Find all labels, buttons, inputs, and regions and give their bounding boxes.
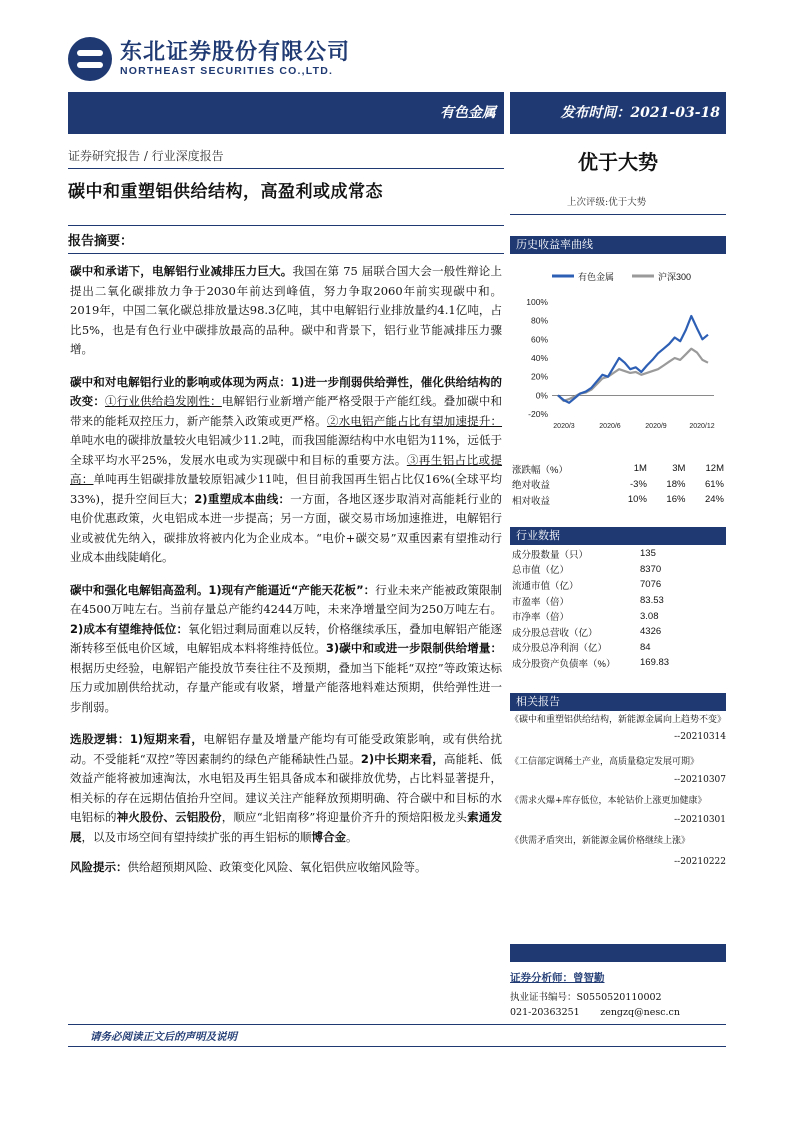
paragraph-lead: 2)成本有望维持低位：	[70, 621, 189, 636]
table-cell: 市盈率（倍）	[512, 596, 570, 608]
point-2-label: ②水电铝产能占比有望加速提升：	[326, 413, 503, 428]
table-cell: 135	[640, 548, 656, 560]
related-reports-list	[510, 713, 726, 870]
analyst-block	[510, 970, 726, 1018]
table-cell: 总市值（亿）	[512, 565, 570, 577]
x-tick-label: 2020/9	[645, 423, 667, 430]
table-cell: -3%	[630, 478, 647, 490]
summary-paragraph-1	[70, 262, 502, 360]
table-cell: 成分股总营收（亿）	[512, 627, 598, 639]
industry-label: 有色金属	[440, 105, 496, 121]
divider	[68, 253, 504, 254]
analyst-contact	[510, 1007, 680, 1018]
table-header-row	[510, 461, 726, 477]
paragraph-lead: 碳中和强化电解铝高盈利。1)现有产能逼近“产能天花板”：	[70, 582, 376, 597]
table-row	[510, 624, 726, 640]
report-title[interactable]: 《需求火爆+库存低位，本轮钴价上涨更加健康》	[510, 796, 707, 806]
date-bar	[510, 92, 726, 134]
paragraph-lead: 碳中和承诺下，电解铝行业减排压力巨大。	[70, 264, 293, 278]
table-cell: 3.08	[640, 610, 659, 622]
y-tick-label: 100%	[526, 297, 548, 307]
table-row	[510, 492, 726, 508]
divider	[510, 214, 726, 215]
table-row	[510, 640, 726, 656]
table-cell: 绝对收益	[512, 480, 551, 492]
report-date: --20210301	[674, 815, 726, 825]
paragraph-lead: 2)重塑成本曲线：	[194, 491, 291, 506]
legend-label: 有色金属	[578, 272, 615, 282]
y-tick-label: 40%	[530, 353, 548, 363]
table-row	[510, 608, 726, 624]
footer-rule	[68, 1024, 726, 1025]
table-cell: 流通市值（亿）	[512, 580, 579, 592]
y-tick-label: 60%	[530, 334, 548, 345]
paragraph-text: 我国在第 75 届联合国大会一般性辩论上提出二氧化碳排放力争于2030年前达到峰值，努力争取2060年前实现碳中和。2019年，中国二氧化碳总排放量达98.3亿吨，其中电解铝行业排放量约4.1亿吨，占比5%，也是有色行业中碳排放最高的品种。碳中和背景下，铝行业节能减排压力骤增。	[70, 264, 502, 356]
table-header-cell: 12M	[705, 463, 724, 475]
y-tick-label: 0%	[535, 390, 548, 401]
footer-disclaimer: 请务必阅读正文后的声明及说明	[90, 1031, 237, 1043]
report-date: --20210307	[674, 775, 726, 785]
analyst-email[interactable]: zengzq@nesc.cn	[600, 1007, 680, 1018]
stock-names: 博合金	[311, 829, 346, 844]
analyst-name: 证券分析师：曾智勤	[510, 972, 605, 984]
series-line-有色金属	[558, 316, 708, 403]
table-header-cell: 1M	[633, 463, 647, 475]
paragraph-text: ，以及市场空间有望持续扩张的再生铝标的顺	[81, 829, 312, 844]
stock-names: 神火股份、云铝股份	[116, 810, 222, 824]
summary-paragraph-4	[70, 730, 502, 847]
summary-heading: 报告摘要：	[68, 234, 134, 249]
industry-data-table	[510, 546, 726, 671]
summary-paragraph-2	[70, 373, 502, 568]
table-row	[510, 577, 726, 593]
publish-date: 发布时间：2021-03-18	[560, 105, 720, 121]
table-cell: 10%	[627, 494, 647, 506]
company-logo	[68, 36, 350, 82]
paragraph-lead: 2)中长期来看，	[360, 751, 445, 766]
table-row	[510, 477, 726, 493]
table-row	[510, 593, 726, 609]
report-date: --20210314	[674, 732, 726, 742]
logo-icon	[68, 37, 112, 81]
paragraph-text: 根据历史经验，电解铝产能投放节奏往往不及预期，叠加当下能耗“双控”等政策达标压力或加剧供给扰动，存量产能或有收紧，增量产能落地料难达预期，供给弹性进一步削弱。	[70, 660, 502, 714]
industry-data-heading: 行业数据	[510, 527, 726, 545]
industry-bar	[68, 92, 504, 134]
paragraph-text: 氧化铝过剩局面难以反转，价格继续承压，叠加电解铝产能逐渐转移至低电价区域，电解铝成本料将维持低位。	[70, 621, 502, 655]
report-date: --20210222	[674, 857, 726, 867]
divider	[68, 225, 504, 226]
x-tick-label: 2020/6	[599, 423, 621, 430]
table-cell: 成分股资产负债率（%）	[512, 658, 616, 670]
table-cell: 24%	[704, 494, 724, 506]
performance-table	[510, 461, 726, 508]
table-cell: 16%	[666, 494, 686, 506]
paragraph-text: 单吨水电的碳排放量较火电铝减少11.2吨，而我国能源结构中水电铝为11%，远低于全球平均水平25%，发展水电或为实现碳中和目标的重要方法。	[70, 433, 502, 467]
risk-text: 供给超预期风险、政策变化风险、氧化铝供应收缩风险等。	[127, 860, 427, 874]
y-tick-label: 80%	[530, 315, 548, 326]
paragraph-text: 。	[346, 829, 358, 844]
table-cell: 83.53	[640, 595, 664, 607]
footer-rule	[68, 1046, 726, 1047]
chart-heading: 历史收益率曲线	[510, 236, 726, 254]
table-cell: 7076	[640, 579, 662, 591]
stock-names: 索通发展	[70, 810, 503, 844]
table-cell: 相对收益	[512, 495, 551, 507]
table-cell: 4326	[640, 626, 662, 638]
paragraph-text: 电解铝行业新增产能严格受限于产能红线。叠加碳中和带来的能耗双控压力，新产能禁入政策或更严格。	[70, 394, 503, 428]
paragraph-lead: 碳中和对电解铝行业的影响或体现为两点：1)进一步削弱供给弹性，催化供给结构的改变：	[70, 374, 502, 408]
last-rating: 上次评级:优于大势	[567, 197, 647, 208]
table-row	[510, 546, 726, 562]
company-name-cn: 东北证券股份有限公司	[120, 40, 351, 65]
rating: 优于大势	[578, 150, 658, 174]
paragraph-text: 行业未来产能被政策限制在4500万吨左右。当前存量总产能约4244万吨，未来净增量空间为250万吨左右。	[70, 582, 503, 616]
table-cell: 18%	[666, 478, 686, 490]
breadcrumb: 证券研究报告 / 行业深度报告	[68, 149, 224, 163]
table-cell: 169.83	[640, 657, 670, 669]
page-title: 碳中和重塑铝供给结构，高盈利或成常态	[68, 182, 383, 202]
legend-label: 沪深300	[658, 272, 692, 282]
summary-paragraph-3	[70, 581, 502, 718]
return-chart	[510, 262, 726, 434]
divider	[68, 168, 504, 169]
x-tick-label: 2020/12	[689, 423, 715, 430]
summary-body	[70, 262, 502, 878]
analyst-phone: 021-20363251	[510, 1007, 580, 1018]
paragraph-lead: 3)碳中和或进一步限制供给增量：	[325, 641, 502, 655]
table-cell: 市净率（倍）	[512, 612, 570, 624]
point-3-label: ③再生铝占比或提高：	[70, 452, 503, 486]
table-cell: 成分股数量（只）	[512, 549, 589, 561]
paragraph-text: 电解铝存量及增量产能均有可能受政策影响，或有供给扰动。不受能耗“双控”等因素制约的绿色产能稀缺性凸显。	[70, 732, 502, 766]
table-cell: 成分股总净利润（亿）	[512, 643, 608, 655]
y-tick-label: -20%	[528, 409, 548, 419]
related-reports-heading: 相关报告	[510, 693, 726, 711]
table-header-cell: 3M	[672, 463, 686, 475]
table-cell: 8370	[640, 563, 662, 575]
paragraph-text: ，顺应“北铝南移”将迎量价齐升的预焙阳极龙头	[221, 810, 468, 824]
report-title[interactable]: 《供需矛盾突出，新能源金属价格继续上涨》	[510, 836, 691, 846]
risk-paragraph	[70, 858, 502, 878]
risk-label: 风险提示：	[70, 860, 128, 874]
table-row	[510, 655, 726, 671]
report-title[interactable]: 《碳中和重塑铝供给结构，新能源金属向上趋势不变》	[510, 715, 727, 725]
paragraph-text: 一方面，各地区逐步取消对高能耗行业的电价优惠政策，火电铝成本进一步提高；另一方面，碳交易市场加速推进，电解铝行业或被优先纳入，碳排放将被内化为企业成本。“电价+碳交易”双重因素有望推动行业成本曲线陡峭化。	[70, 491, 502, 564]
table-cell: 84	[640, 641, 651, 653]
y-tick-label: 20%	[530, 371, 548, 382]
table-cell: 61%	[704, 478, 724, 490]
analyst-cert: 执业证书编号：S0550520110002	[510, 992, 662, 1003]
table-header-cell: 涨跌幅（%）	[512, 464, 568, 476]
table-row	[510, 562, 726, 578]
point-1-label: ①行业供给趋发刚性：	[105, 394, 222, 408]
paragraph-lead: 选股逻辑：1)短期来看，	[70, 732, 204, 746]
report-title[interactable]: 《工信部定调稀土产业，高质量稳定发展可期》	[510, 757, 700, 767]
paragraph-text: 高能耗、低效益产能将被加速淘汰，水电铝及再生铝具备成本和碳排放优势，占比料显著提升，相关标的存在远期估值抬升空间。建议关注产能释放预期明确、符合碳中和目标的水电铝标的	[70, 751, 502, 824]
company-name-en: NORTHEAST SECURITIES CO.,LTD.	[120, 65, 334, 77]
paragraph-text: 单吨再生铝碳排放量较原铝减少11吨，但目前我国再生铝占比仅16%(全球平均33%)，提升空间巨大；	[70, 472, 502, 506]
x-tick-label: 2020/3	[553, 423, 575, 430]
analyst-bar	[510, 944, 726, 962]
